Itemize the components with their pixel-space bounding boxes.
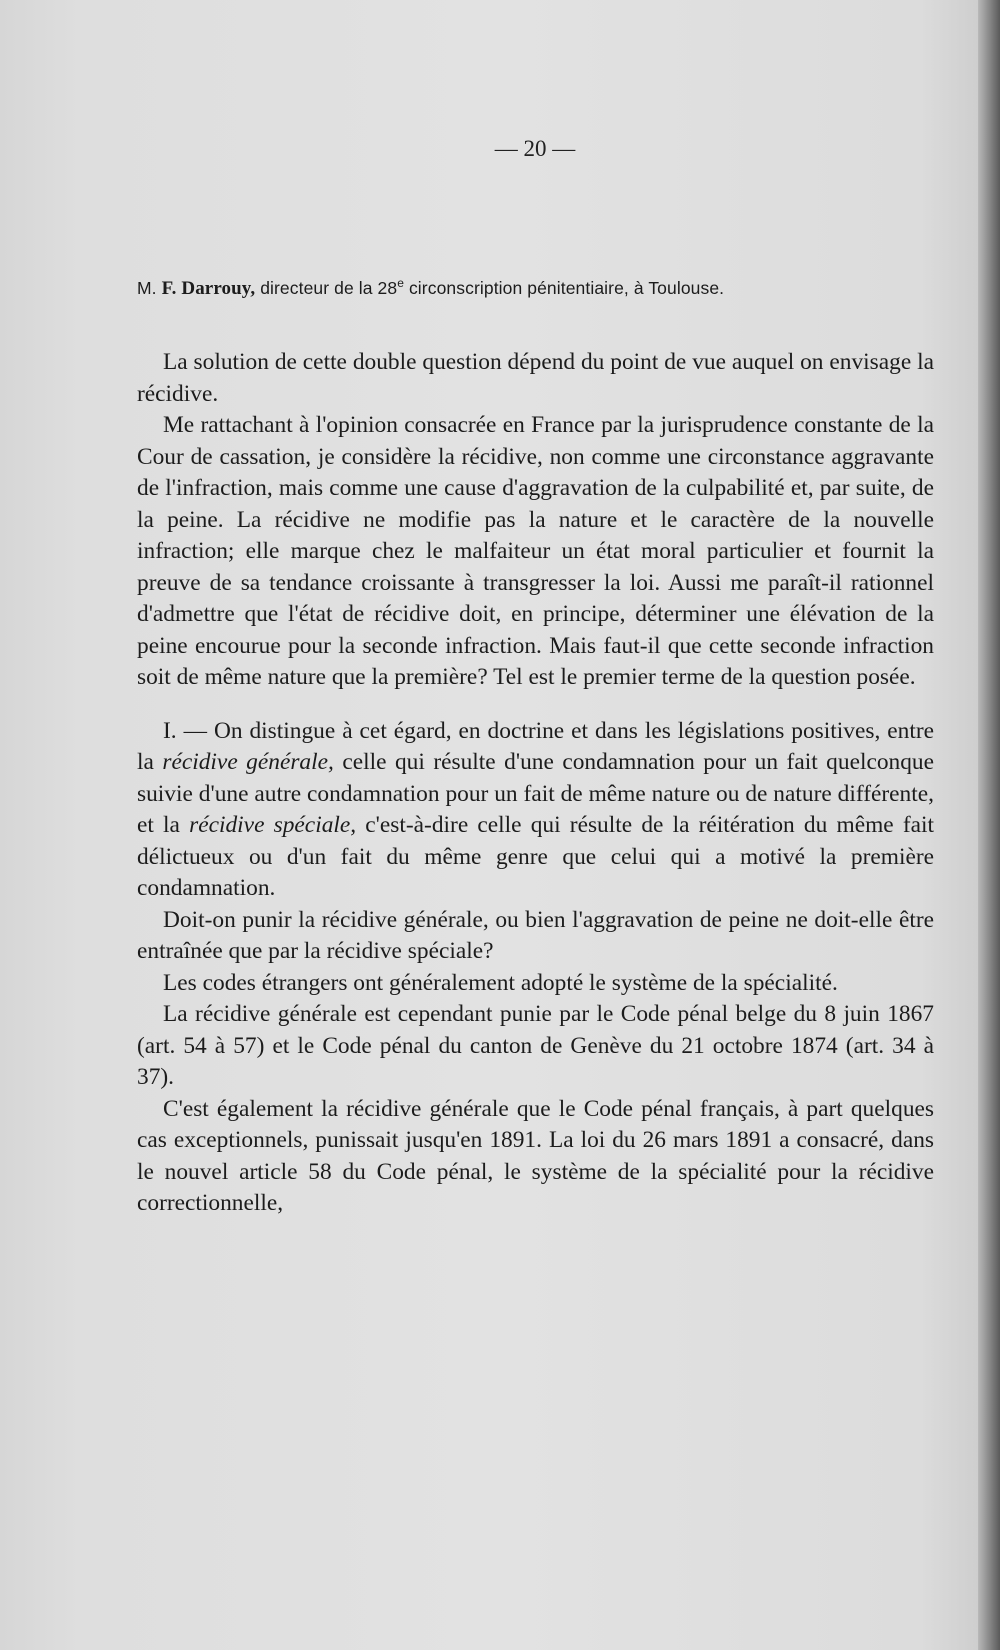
term-recidive-speciale: récidive spéciale,: [189, 812, 357, 838]
author-line: [137, 268, 934, 309]
section-one-text-a: I. — On distingue à cet égard, en doctrine et dans les législations positives, entre la: [137, 717, 934, 775]
paragraph-french-code: C'est également la récidive générale que le Code pénal français, à part quelques cas exceptionnels, punissait jusqu'en 1891. La loi du 26 mars 1891 a consacré, dans le nouvel article 58 du Code pénal, le système de la spécialité pour la récidive correctionnelle,: [137, 1095, 934, 1216]
author-name: Darrouy,: [181, 278, 256, 299]
section-one-text-c: c'est-à-dire celle qui résulte de la réitération du même fait délictueux ou d'un fait du même genre que celui qui a motivé la première condamnation.: [137, 812, 934, 901]
page-body: [137, 268, 934, 1220]
paragraph-foreign-codes: Les codes étrangers ont généralement adopté le système de la spécialité.: [163, 969, 838, 996]
paragraph-belgian-geneva: La récidive générale est cependant punie par le Code pénal belge du 8 juin 1867 (art. 54 à 57) et le Code pénal du canton de Genève du 21 octobre 1874 (art. 34 à 37).: [137, 1001, 934, 1090]
paragraph-question: Doit-on punir la récidive générale, ou bien l'aggravation de peine ne doit-elle être entraînée que par la récidive spéciale?: [137, 906, 934, 964]
author-role: directeur de la 28: [260, 278, 398, 298]
paragraph-section-one: [137, 716, 934, 905]
author-prefix: M.: [137, 278, 157, 298]
paragraph-jurisprudence: Me rattachant à l'opinion consacrée en France par la jurisprudence constante de la Cour de cassation, je considère la récidive, non comme une circonstance aggravante de l'infraction, mais comme une cause d'aggravation de la culpabilité et, par suite, de la peine. La récidive ne modifie pas la nature et le caractère de la nouvelle infraction; elle marque chez le malfaiteur un état moral particulier et fournit la preuve de sa tendance croissante à transgresser la loi. Aussi me paraît-il rationnel d'admettre que l'état de récidive doit, en principe, déterminer une élévation de la peine encourue pour la seconde infraction. Mais faut-il que cette seconde infraction soit de même nature que la première? Tel est le premier terme de la question posée.: [137, 412, 934, 690]
book-spine-shadow: [978, 0, 1000, 1650]
term-recidive-generale: récidive générale,: [162, 749, 334, 775]
page-number: — 20 —: [494, 136, 576, 161]
author-initial: F.: [161, 278, 177, 299]
author-role-rest: circonscription pénitentiaire, à Toulouse.: [404, 278, 725, 298]
section-one-text-b: celle qui résulte d'une condamnation pour un fait quelconque suivie d'une autre condamnation pour un fait de même nature ou de nature différente, et la: [137, 749, 934, 838]
author-role-superscript: e: [397, 276, 404, 291]
paragraph-solution: La solution de cette double question dépend du point de vue auquel on envisage la récidive.: [137, 349, 934, 407]
